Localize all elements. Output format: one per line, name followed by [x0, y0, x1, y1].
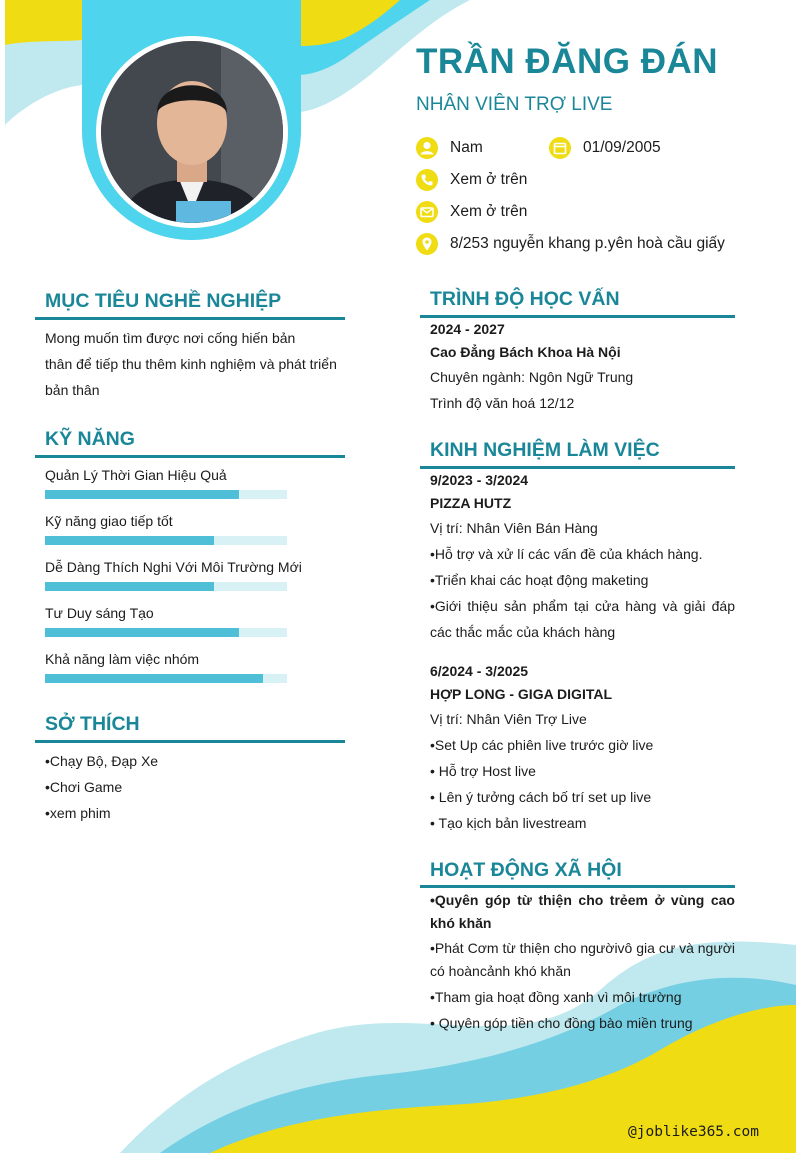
- activities-divider: [420, 885, 735, 888]
- job-task: • Lên ý tưởng cách bố trí set up live: [430, 789, 652, 805]
- skill-bar-fill: [45, 490, 239, 499]
- activities-title: HOẠT ĐỘNG XÃ HỘI: [430, 859, 622, 881]
- footer-watermark: @joblike365.com: [628, 1124, 759, 1140]
- candidate-role: NHÂN VIÊN TRỢ LIVE: [416, 94, 613, 115]
- gender-info: [416, 137, 483, 159]
- skill-label: Kỹ năng giao tiếp tốt: [45, 513, 173, 529]
- hobbies-divider: [35, 740, 345, 743]
- job-task: • Tạo kịch bản livestream: [430, 815, 587, 831]
- address-info: [416, 233, 725, 255]
- candidate-name: TRẦN ĐĂNG ĐÁN: [416, 42, 719, 81]
- education-level: Trình độ văn hoá 12/12: [430, 395, 575, 411]
- activity-item: •Tham gia hoạt đồng xanh vì môi trường: [430, 989, 682, 1005]
- job-period: 9/2023 - 3/2024: [430, 472, 529, 488]
- job-block: [430, 660, 735, 836]
- skill-bar-fill: [45, 536, 214, 545]
- activity-item: •Quyên góp từ thiện cho trẻem ở vùng cao khó khăn: [430, 892, 735, 931]
- email-value: Xem ở trên: [450, 203, 528, 220]
- experience-title: KINH NGHIỆM LÀM VIỆC: [430, 439, 660, 461]
- job-task: •Giới thiệu sản phẩm tại cửa hàng và giải đáp các thắc mắc của khách hàng: [430, 598, 735, 640]
- skill-label: Dễ Dàng Thích Nghi Với Môi Trường Mới: [45, 559, 302, 575]
- birthday-info: [549, 137, 661, 159]
- education-title: TRÌNH ĐỘ HỌC VẤN: [430, 288, 620, 310]
- skill-bar: [45, 674, 287, 683]
- skill-label: Quản Lý Thời Gian Hiệu Quả: [45, 467, 227, 483]
- objective-text: [45, 325, 345, 403]
- skill-label: Khả năng làm việc nhóm: [45, 651, 200, 667]
- skill-bar-fill: [45, 582, 214, 591]
- address-value: 8/253 nguyễn khang p.yên hoà cầu giấy: [450, 235, 725, 252]
- objective-line: bản thân: [45, 382, 100, 398]
- job-block: [430, 469, 735, 645]
- hobby-item: •xem phim: [45, 805, 111, 821]
- job-company: PIZZA HUTZ: [430, 495, 512, 511]
- job-task: •Triển khai các hoạt động maketing: [430, 572, 649, 588]
- education-period: 2024 - 2027: [430, 321, 505, 337]
- education-school: Cao Đẳng Bách Khoa Hà Nội: [430, 344, 621, 360]
- skill-bar: [45, 582, 287, 591]
- objective-divider: [35, 317, 345, 320]
- objective-line: Mong muốn tìm được nơi cống hiến bản: [45, 330, 296, 346]
- skills-title: KỸ NĂNG: [45, 428, 135, 450]
- user-icon: [416, 137, 438, 159]
- job-period: 6/2024 - 3/2025: [430, 663, 529, 679]
- phone-value: Xem ở trên: [450, 171, 528, 188]
- skill-bar: [45, 490, 287, 499]
- hobbies-list: [45, 748, 345, 826]
- activity-item: • Quyên góp tiền cho đồng bào miền trung: [430, 1015, 693, 1031]
- hobby-item: •Chạy Bộ, Đạp Xe: [45, 753, 159, 769]
- hobby-item: •Chơi Game: [45, 779, 123, 795]
- birthday-value: 01/09/2005: [583, 139, 661, 156]
- skill-label: Tư Duy sáng Tạo: [45, 605, 154, 621]
- skill-bar-fill: [45, 628, 239, 637]
- activities-list: [430, 889, 735, 1036]
- skills-divider: [35, 455, 345, 458]
- location-pin-icon: [416, 233, 438, 255]
- hobbies-title: SỞ THÍCH: [45, 713, 140, 735]
- job-position: Vị trí: Nhân Viên Bán Hàng: [430, 520, 598, 536]
- education-block: [430, 318, 735, 416]
- objective-title: MỤC TIÊU NGHỀ NGHIỆP: [45, 290, 282, 312]
- job-task: •Set Up các phiên live trước giờ live: [430, 737, 654, 753]
- activity-item: •Phát Cơm từ thiện cho ngườivô gia cư và người có hoàncảnh khó khăn: [430, 940, 735, 979]
- job-position: Vị trí: Nhân Viên Trợ Live: [430, 711, 587, 727]
- skill-bar-fill: [45, 674, 263, 683]
- skill-bar: [45, 536, 287, 545]
- phone-icon: [416, 169, 438, 191]
- skill-bar: [45, 628, 287, 637]
- education-major: Chuyên ngành: Ngôn Ngữ Trung: [430, 369, 634, 385]
- gender-value: Nam: [450, 139, 483, 156]
- profile-photo: [101, 41, 283, 223]
- job-task: • Hỗ trợ Host live: [430, 763, 536, 779]
- job-task: •Hỗ trợ và xử lí các vấn đề của khách hàng.: [430, 546, 703, 562]
- job-company: HỢP LONG - GIGA DIGITAL: [430, 686, 613, 702]
- mail-icon: [416, 201, 438, 223]
- phone-info: [416, 169, 527, 191]
- objective-line: thân để tiếp thu thêm kinh nghiệm và phát triển: [45, 356, 337, 372]
- calendar-icon: [549, 137, 571, 159]
- email-info: [416, 201, 527, 223]
